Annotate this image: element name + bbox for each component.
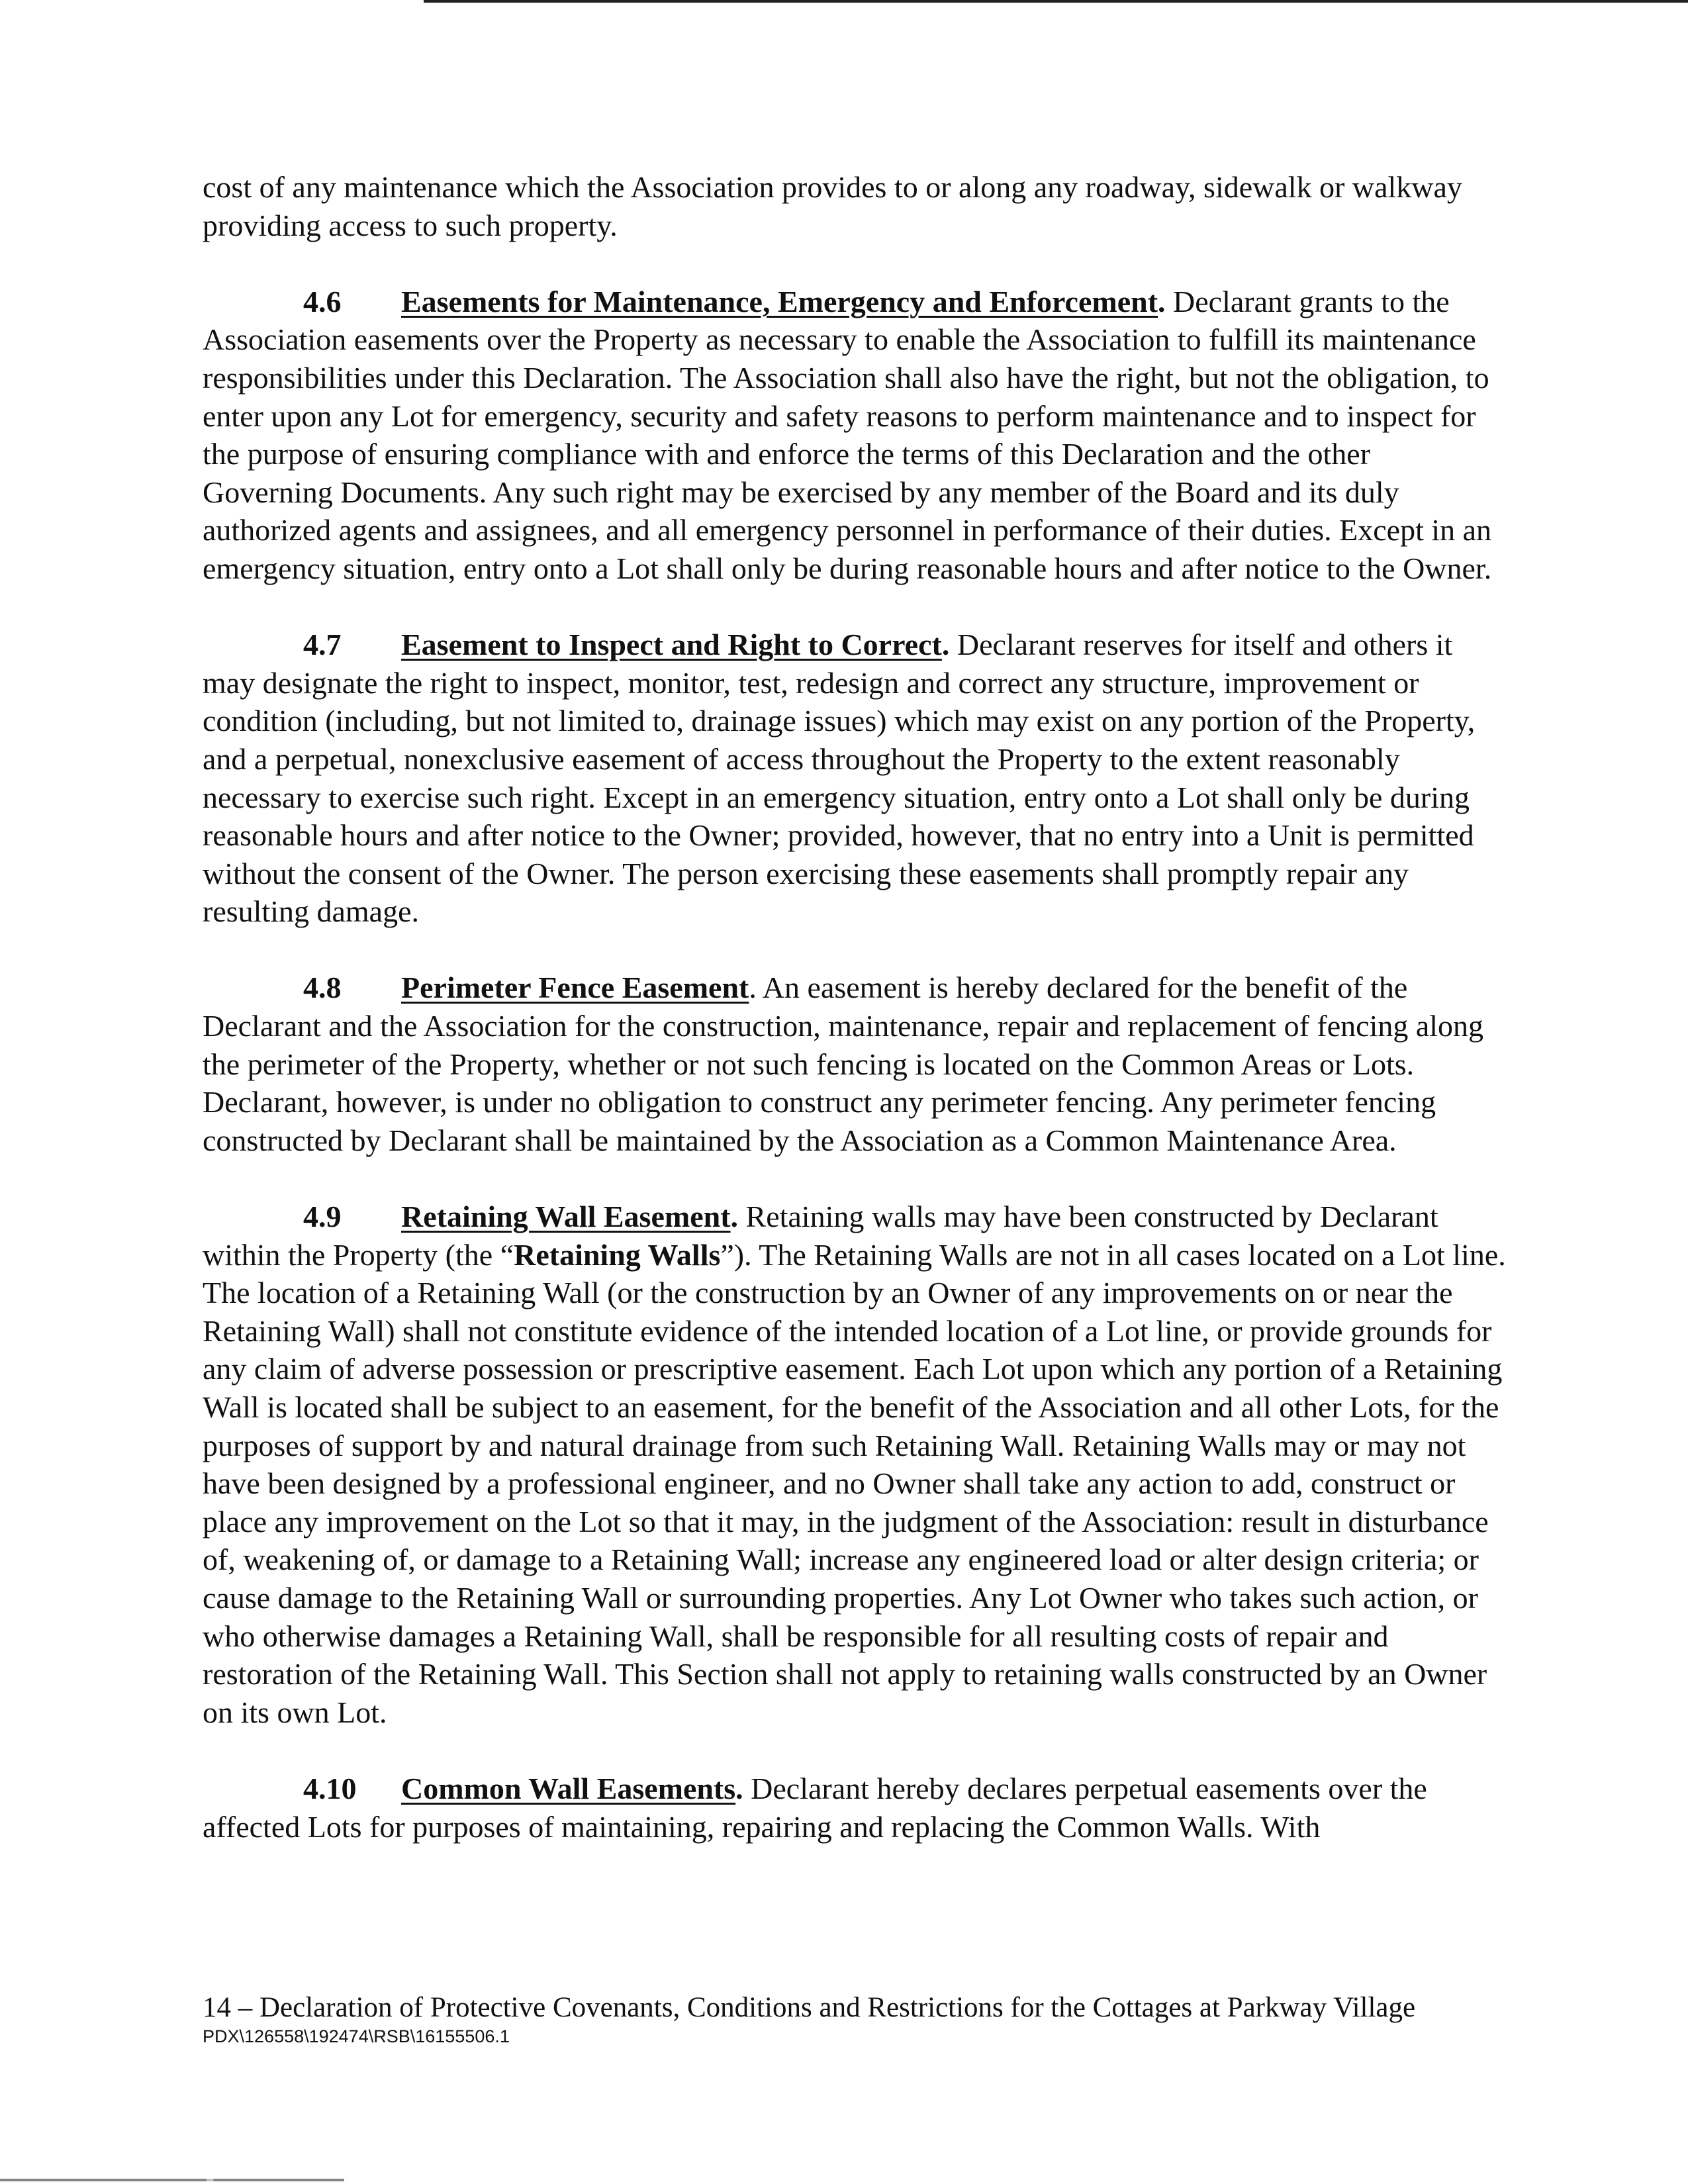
section-title: Easements for Maintenance, Emergency and Enforcement	[401, 284, 1158, 318]
section-title: Perimeter Fence Easement	[401, 971, 749, 1005]
section-number: 4.10	[303, 1771, 357, 1805]
section-text: An easement is hereby declared for the benefit of the Declarant and the Association for the construction, maintenance, repair and replacement of fencing along the perimeter of the Property, whether or not such fencing is located on the Common Areas or Lots. Declarant, however, is under no obligation to construct any perimeter fencing. Any perimeter fencing constructed by Declarant shall be maintained by the Association as a Common Maintenance Area.	[203, 971, 1484, 1157]
section-title: Easement to Inspect and Right to Correct	[401, 628, 942, 662]
section-title: Common Wall Easements	[401, 1771, 736, 1805]
footer-document-id: PDX\126558\192474\RSB\16155506.1	[203, 2026, 510, 2046]
continuation-text: cost of any maintenance which the Association provides to or along any roadway, sidewalk or walkway providing access to such property.	[203, 170, 1462, 242]
section-4-8: 4.8 Perimeter Fence Easement. An easement is hereby declared for the benefit of the Declarant and the Association for the construction, maintenance, repair and replacement of fencing along the perimeter of the Property, whether or not such fencing is located on the Common Areas or Lots. Declarant, however, is under no obligation to construct any perimeter fencing. Any perimeter fencing constructed by Declarant shall be maintained by the Association as a Common Maintenance Area.	[203, 969, 1507, 1159]
document-body	[203, 168, 1507, 1884]
section-text: Declarant grants to the Association easements over the Property as necessary to enable the Association to fulfill its maintenance responsibilities under this Declaration. The Association shall also have the right, but not the obligation, to enter upon any Lot for emergency, security and safety reasons to perform maintenance and to inspect for the purpose of ensuring compliance with and enforce the terms of this Declaration and the other Governing Documents. Any such right may be exercised by any member of the Board and its duly authorized agents and assignees, and all emergency personnel in performance of their duties. Except in an emergency situation, entry onto a Lot shall only be during reasonable hours and after notice to the Owner.	[203, 284, 1492, 585]
section-text: Declarant reserves for itself and others it may designate the right to inspect, monitor, test, redesign and correct any structure, improvement or condition (including, but not limited to, drainage issues) which may exist on any portion of the Property, and a perpetual, nonexclusive easement of access throughout the Property to the extent reasonably necessary to exercise such right. Except in an emergency situation, entry onto a Lot shall only be during reasonable hours and after notice to the Owner; provided, however, that no entry into a Unit is permitted without the consent of the Owner. The person exercising these easements shall promptly repair any resulting damage.	[203, 628, 1476, 929]
section-text: Declarant hereby declares perpetual easements over the affected Lots for purposes of maintaining, repairing and replacing the Common Walls. With	[203, 1771, 1427, 1844]
defined-term: Retaining Walls	[514, 1237, 721, 1272]
section-number: 4.6	[303, 284, 342, 318]
section-number: 4.9	[303, 1200, 342, 1234]
section-text-after: ”). The Retaining Walls are not in all cases located on a Lot line. The location of a Retaining Wall (or the construction by an Owner of any improvements on or near the Retaining Wall) shall not constitute evidence of the intended location of a Lot line, or provide grounds for any claim of adverse possession or prescriptive easement. Each Lot upon which any portion of a Retaining Wall is located shall be subject to an easement, for the benefit of the Association and all other Lots, for the purposes of support by and natural drainage from such Retaining Wall. Retaining Walls may or may not have been designed by a professional engineer, and no Owner shall take any action to add, construct or place any improvement on the Lot so that it may, in the judgment of the Association: result in disturbance of, weakening of, or damage to a Retaining Wall; increase any engineered load or alter design criteria; or cause damage to the Retaining Wall or surrounding properties. Any Lot Owner who takes such action, or who otherwise damages a Retaining Wall, shall be responsible for all resulting costs of repair and restoration of the Retaining Wall. This Section shall not apply to retaining walls constructed by an Owner on its own Lot.	[203, 1237, 1506, 1729]
section-4-6: 4.6 Easements for Maintenance, Emergency and Enforcement. Declarant grants to the Association easements over the Property as necessary to enable the Association to fulfill its maintenance responsibilities under this Declaration. The Association shall also have the right, but not the obligation, to enter upon any Lot for emergency, security and safety reasons to perform maintenance and to inspect for the purpose of ensuring compliance with and enforce the terms of this Declaration and the other Governing Documents. Any such right may be exercised by any member of the Board and its duly authorized agents and assignees, and all emergency personnel in performance of their duties. Except in an emergency situation, entry onto a Lot shall only be during reasonable hours and after notice to the Owner.	[203, 283, 1507, 588]
section-4-9: 4.9 Retaining Wall Easement. Retaining walls may have been constructed by Declarant within the Property (the “Retaining Walls”). The Retaining Walls are not in all cases located on a Lot line. The location of a Retaining Wall (or the construction by an Owner of any improvements on or near the Retaining Wall) shall not constitute evidence of the intended location of a Lot line, or provide grounds for any claim of adverse possession or prescriptive easement. Each Lot upon which any portion of a Retaining Wall is located shall be subject to an easement, for the benefit of the Association and all other Lots, for the purposes of support by and natural drainage from such Retaining Wall. Retaining Walls may or may not have been designed by a professional engineer, and no Owner shall take any action to add, construct or place any improvement on the Lot so that it may, in the judgment of the Association: result in disturbance of, weakening of, or damage to a Retaining Wall; increase any engineered load or alter design criteria; or cause damage to the Retaining Wall or surrounding properties. Any Lot Owner who takes such action, or who otherwise damages a Retaining Wall, shall be responsible for all resulting costs of repair and restoration of the Retaining Wall. This Section shall not apply to retaining walls constructed by an Owner on its own Lot.	[203, 1198, 1507, 1731]
continuation-paragraph	[203, 168, 1507, 244]
section-text-before: Retaining walls may have been constructed by Declarant within the Property (the “	[203, 1200, 1438, 1272]
section-4-10: 4.10 Common Wall Easements. Declarant hereby declares perpetual easements over the affected Lots for purposes of maintaining, repairing and replacing the Common Walls. With	[203, 1770, 1507, 1846]
section-4-7: 4.7 Easement to Inspect and Right to Correct. Declarant reserves for itself and others it may designate the right to inspect, monitor, test, redesign and correct any structure, improvement or condition (including, but not limited to, drainage issues) which may exist on any portion of the Property, and a perpetual, nonexclusive easement of access throughout the Property to the extent reasonably necessary to exercise such right. Except in an emergency situation, entry onto a Lot shall only be during reasonable hours and after notice to the Owner; provided, however, that no entry into a Unit is permitted without the consent of the Owner. The person exercising these easements shall promptly repair any resulting damage.	[203, 626, 1507, 931]
footer-title: 14 – Declaration of Protective Covenants, Conditions and Restrictions for the Cottages at Parkway Village	[203, 1992, 1416, 2023]
section-title: Retaining Wall Easement	[401, 1200, 731, 1234]
top-scan-edge-line	[424, 0, 1688, 3]
section-number: 4.8	[303, 971, 342, 1005]
page-footer	[203, 1991, 1507, 2048]
bottom-scan-edge-line	[0, 2179, 344, 2181]
section-number: 4.7	[303, 628, 342, 662]
